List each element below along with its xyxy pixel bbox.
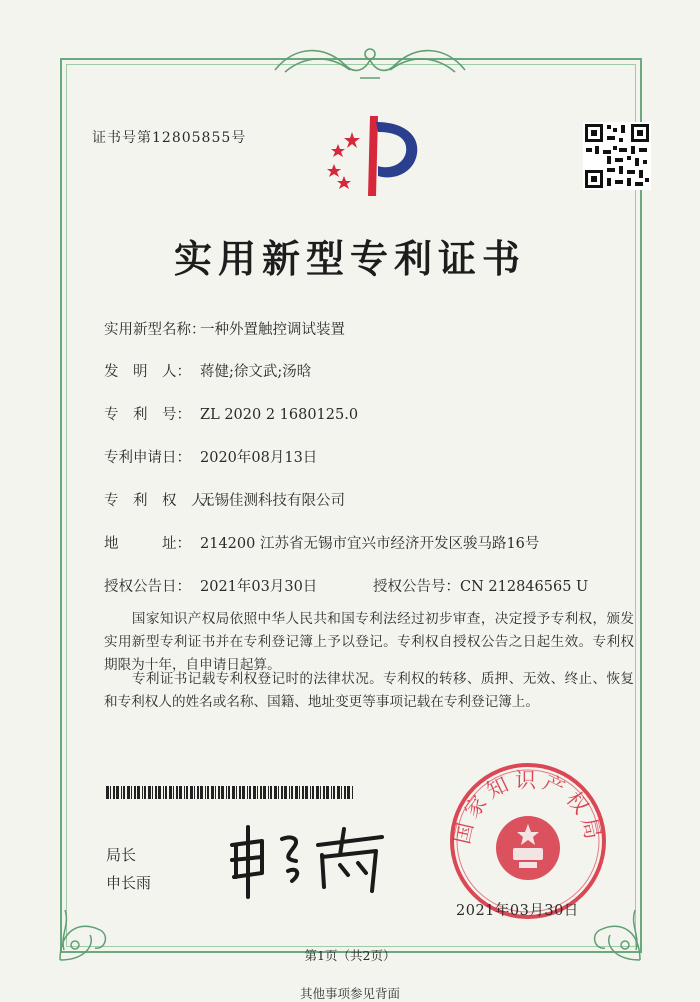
field-value: 2020年08月13日 [200,450,318,466]
official-seal-icon [447,760,609,922]
field-value: ZL 2020 2 1680125.0 [200,407,359,423]
certificate-number: 证书号第12805855号 [92,130,247,146]
field-label: 发 明 人： [104,364,191,380]
field-label: 地 址： [104,536,191,552]
field-label: 授权公告号： [373,579,460,595]
field-label: 专利申请日： [104,450,191,466]
field-value: 无锡佳测科技有限公司 [200,493,345,509]
footer-note: 其他事项参见背面 [299,986,400,1001]
field-label: 实用新型名称： [104,322,206,338]
field-value: CN 212846565 U [460,579,589,595]
field-label: 授权公告日： [104,579,191,595]
patent-office-logo-icon [312,110,428,200]
field-patentee [104,489,345,510]
field-utility-model-name [104,318,345,339]
certificate-title: 实用新型专利证书 [173,236,526,281]
handwritten-signature-icon [222,815,397,900]
barcode-icon [106,786,356,799]
field-value: 214200 江苏省无锡市宜兴市经济开发区骏马路16号 [200,536,540,552]
field-inventor [104,360,311,381]
signatory-title: 局长 [106,846,137,864]
seal-date: 2021年03月30日 [456,903,579,919]
page-number: 第1页（共2页） [304,948,396,963]
field-value: 一种外置触控调试装置 [200,322,345,338]
field-value: 蒋健;徐文武;汤晗 [200,364,312,380]
field-address [104,532,539,553]
legal-paragraph: 专利证书记载专利权登记时的法律状况。专利权的转移、质押、无效、终止、恢复和专利权人的姓名或名称、国籍、地址变更等事项记载在专利登记簿上。 [104,671,634,710]
field-patent-number [104,403,358,424]
field-label: 专 利 号： [104,407,191,423]
top-ornament-icon [265,40,475,84]
legal-paragraph: 国家知识产权局依照中华人民共和国专利法经过初步审查，决定授予专利权，颁发实用新型专利证书并在专利登记簿上予以登记。专利权自授权公告之日起生效。专利权期限为十年，自申请日起算。 [104,611,634,673]
field-grant-notice-number [373,575,588,596]
field-grant-date [104,575,317,596]
field-application-date [104,446,317,467]
qr-code-icon [583,122,651,190]
signatory-name: 申长雨 [106,874,152,892]
svg-text:国家知识产权局: 国家知识产权局 [450,768,606,847]
field-value: 2021年03月30日 [200,579,318,595]
field-label: 专 利 权 人： [104,493,220,509]
